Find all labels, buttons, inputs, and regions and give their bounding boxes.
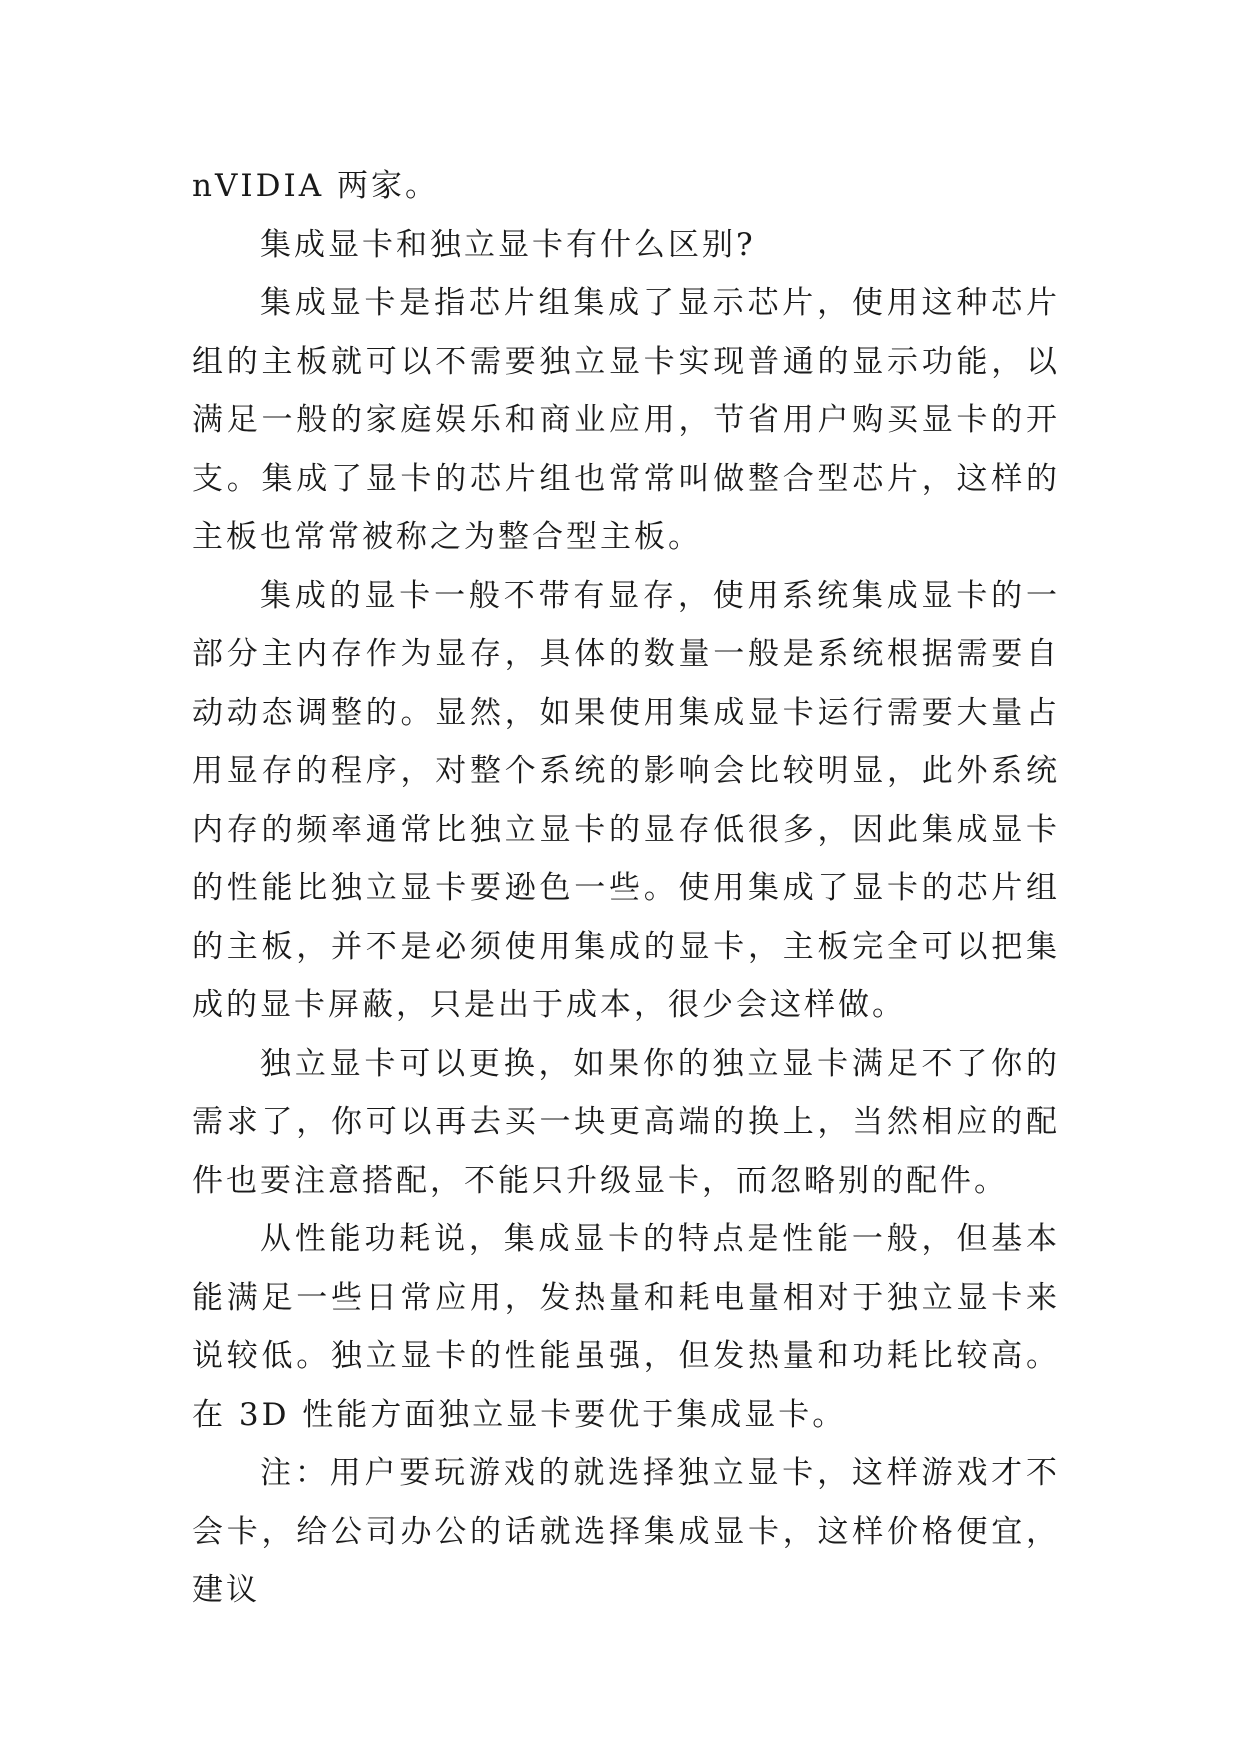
paragraph-performance-power: 从性能功耗说，集成显卡的特点是性能一般，但基本能满足一些日常应用，发热量和耗电量相对于独立显卡来说较低。独立显卡的性能虽强，但发热量和功耗比较高。在 3D 性能方面独立显卡要优于集成显卡。: [192, 1221, 1060, 1433]
document-body: [192, 157, 1060, 1620]
paragraph-integrated-memory: 集成的显卡一般不带有显存，使用系统集成显卡的一部分主内存作为显存，具体的数量一般是系统根据需要自动动态调整的。显然，如果使用集成显卡运行需要大量占用显存的程序，对整个系统的影响会比较明显，此外系统内存的频率通常比独立显卡的显存低很多，因此集成显卡的性能比独立显卡要逊色一些。使用集成了显卡的芯片组的主板，并不是必须使用集成的显卡，主板完全可以把集成的显卡屏蔽，只是出于成本，很少会这样做。: [192, 577, 1060, 1023]
paragraph-integrated-definition: 集成显卡是指芯片组集成了显示芯片，使用这种芯片组的主板就可以不需要独立显卡实现普通的显示功能，以满足一般的家庭娱乐和商业应用，节省用户购买显卡的开支。集成了显卡的芯片组也常常叫做整合型芯片，这样的主板也常常被称之为整合型主板。: [192, 285, 1060, 555]
paragraph-discrete-upgrade: 独立显卡可以更换，如果你的独立显卡满足不了你的需求了，你可以再去买一块更高端的换上，当然相应的配件也要注意搭配，不能只升级显卡，而忽略别的配件。: [192, 1045, 1060, 1199]
paragraph-question-heading: 集成显卡和独立显卡有什么区别?: [260, 226, 756, 263]
paragraph-continuation: nVIDIA 两家。: [192, 168, 439, 204]
paragraph-note: 注：用户要玩游戏的就选择独立显卡，这样游戏才不会卡，给公司办公的话就选择集成显卡，这样价格便宜，建议: [192, 1455, 1060, 1608]
